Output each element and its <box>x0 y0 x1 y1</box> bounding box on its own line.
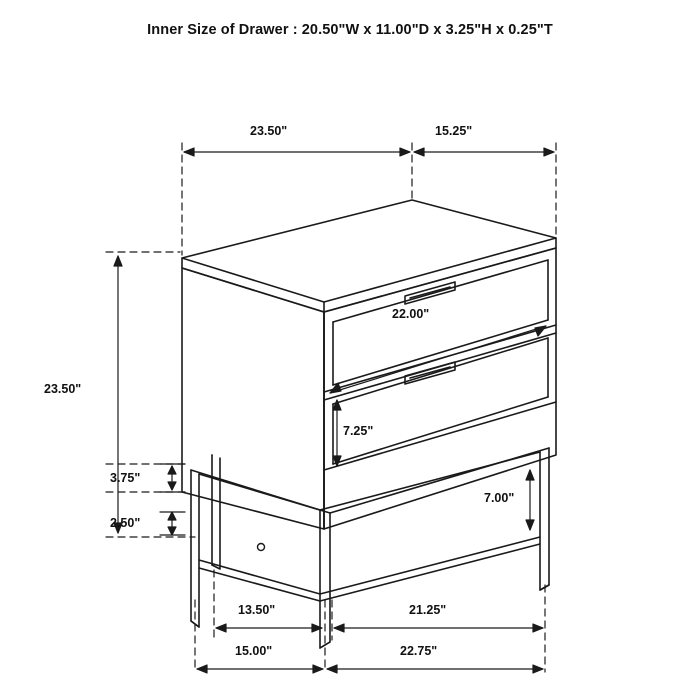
drawer-handle-bottom <box>405 362 455 384</box>
drawer-handle-top <box>405 282 455 304</box>
dim-label-drawer-front-height: 7.25" <box>343 424 374 438</box>
dim-label-leg-bottom-height: 2.50" <box>110 516 141 530</box>
dim-label-base-rail-height: 3.75" <box>110 471 141 485</box>
dim-label-base-front-inner-width: 13.50" <box>238 603 276 617</box>
dim-label-side-leg-height: 7.00" <box>484 491 515 505</box>
dimension-lines <box>106 143 556 673</box>
dim-label-foot-front-width: 15.00" <box>235 644 273 658</box>
dim-label-top-front-width: 23.50" <box>250 124 288 138</box>
cabinet-top-surface <box>182 200 556 302</box>
page-title: Inner Size of Drawer : 20.50"W x 11.00"D x 3.25"H x 0.25"T <box>147 22 553 38</box>
dim-label-drawer-inner-width: 22.00" <box>392 307 430 321</box>
dim-label-foot-side-width: 22.75" <box>400 644 438 658</box>
drawer-bottom-inset <box>333 338 548 464</box>
dim-label-overall-height: 23.50" <box>44 382 82 396</box>
leg-back-left <box>212 455 220 569</box>
dim-label-top-side-depth: 15.25" <box>435 124 473 138</box>
dim-label-base-side-width: 21.25" <box>409 603 447 617</box>
base-stretcher-lower <box>199 537 540 601</box>
leg-back-right <box>540 448 549 590</box>
